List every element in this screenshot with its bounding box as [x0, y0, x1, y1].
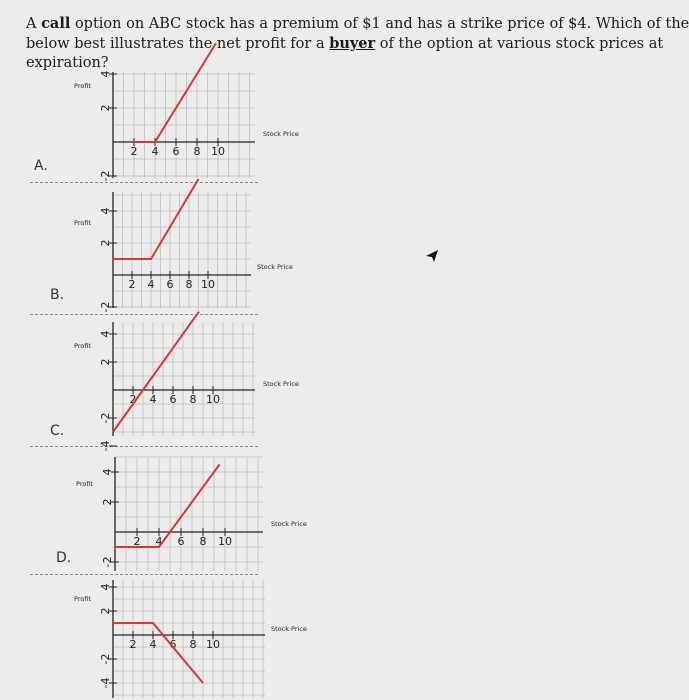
- profit-line: [113, 623, 203, 683]
- chart-option-c: [74, 320, 315, 452]
- grid: [113, 322, 255, 436]
- y-tick-label: -2: [99, 301, 112, 313]
- y-tick-label: -2: [99, 170, 112, 182]
- y-tick-label: 4: [99, 330, 112, 338]
- x-tick-label: 6: [177, 535, 185, 548]
- y-axis-title: Profit: [74, 342, 91, 350]
- question-emphasis-call: call: [41, 15, 71, 32]
- option-separator: [30, 446, 258, 447]
- x-tick-label: 8: [189, 638, 197, 651]
- question-line-3: expiration?: [26, 55, 109, 71]
- question-emphasis-buyer: buyer: [329, 35, 376, 52]
- y-tick-label: 2: [99, 607, 112, 615]
- y-tick-label: 4: [101, 468, 114, 476]
- x-tick-label: 10: [211, 145, 225, 158]
- x-tick-label: 8: [199, 535, 207, 548]
- profit-line: [113, 312, 199, 432]
- x-tick-label: 2: [129, 393, 137, 406]
- x-axis-title: Stock Price: [263, 130, 299, 138]
- x-tick-label: 4: [149, 638, 157, 651]
- x-tick-label: 4: [149, 393, 157, 406]
- x-tick-label: 2: [129, 638, 137, 651]
- x-tick-label: 10: [206, 638, 220, 651]
- option-label-d[interactable]: D.: [56, 550, 72, 566]
- option-label-b[interactable]: B.: [50, 287, 65, 303]
- y-tick-label: 2: [99, 104, 112, 112]
- x-tick-label: 2: [128, 278, 136, 291]
- option-label-c[interactable]: C.: [50, 423, 65, 439]
- y-tick-label: 2: [99, 239, 112, 247]
- y-tick-label: 2: [99, 358, 112, 366]
- x-tick-label: 4: [151, 145, 159, 158]
- x-tick-label: 6: [166, 278, 174, 291]
- option-label-a[interactable]: A.: [34, 158, 48, 174]
- y-axis-title: Profit: [74, 219, 91, 227]
- question-line-2: below best illustrates the net profit for a buyer of the option at various stock prices at: [26, 35, 664, 52]
- profit-line: [113, 179, 199, 259]
- x-tick-label: 8: [189, 393, 197, 406]
- y-tick-label: -2: [99, 412, 112, 424]
- y-tick-label: 4: [99, 70, 112, 78]
- x-tick-label: 6: [172, 145, 180, 158]
- x-tick-label: 8: [185, 278, 193, 291]
- x-axis-title: Stock Price: [257, 263, 293, 271]
- grid: [113, 72, 255, 178]
- y-axis-title: Profit: [74, 82, 91, 90]
- chart-option-a: [74, 70, 315, 185]
- grid: [115, 457, 263, 571]
- y-tick-label: -4: [99, 677, 112, 689]
- y-tick-label: -2: [99, 653, 112, 665]
- x-tick-label: 10: [206, 393, 220, 406]
- x-axis-title: Stock Price: [271, 625, 307, 633]
- x-tick-label: 6: [169, 638, 177, 651]
- x-axis-title: Stock Price: [263, 380, 299, 388]
- question-text: [26, 14, 689, 73]
- y-tick-label: -4: [99, 440, 112, 452]
- x-tick-label: 2: [130, 145, 138, 158]
- y-axis-title: Profit: [76, 480, 93, 488]
- y-tick-label: 2: [101, 498, 114, 506]
- x-tick-label: 10: [218, 535, 232, 548]
- chart-option-d: [76, 455, 325, 575]
- x-tick-label: 4: [155, 535, 163, 548]
- x-tick-label: 10: [201, 278, 215, 291]
- y-tick-label: -2: [101, 556, 114, 568]
- x-axis-title: Stock Price: [271, 520, 307, 528]
- y-tick-label: 4: [99, 583, 112, 591]
- x-tick-label: 6: [169, 393, 177, 406]
- question-line-1: A call option on ABC stock has a premium of $1 and has a strike price of $4. Which of the: [26, 15, 689, 32]
- x-tick-label: 4: [147, 278, 155, 291]
- y-axis-title: Profit: [74, 595, 91, 603]
- y-tick-label: 4: [99, 207, 112, 215]
- mouse-cursor-icon: [424, 248, 440, 264]
- x-tick-label: 2: [133, 535, 141, 548]
- chart-option-e: [74, 578, 325, 700]
- x-tick-label: 8: [193, 145, 201, 158]
- chart-option-b: [74, 190, 315, 315]
